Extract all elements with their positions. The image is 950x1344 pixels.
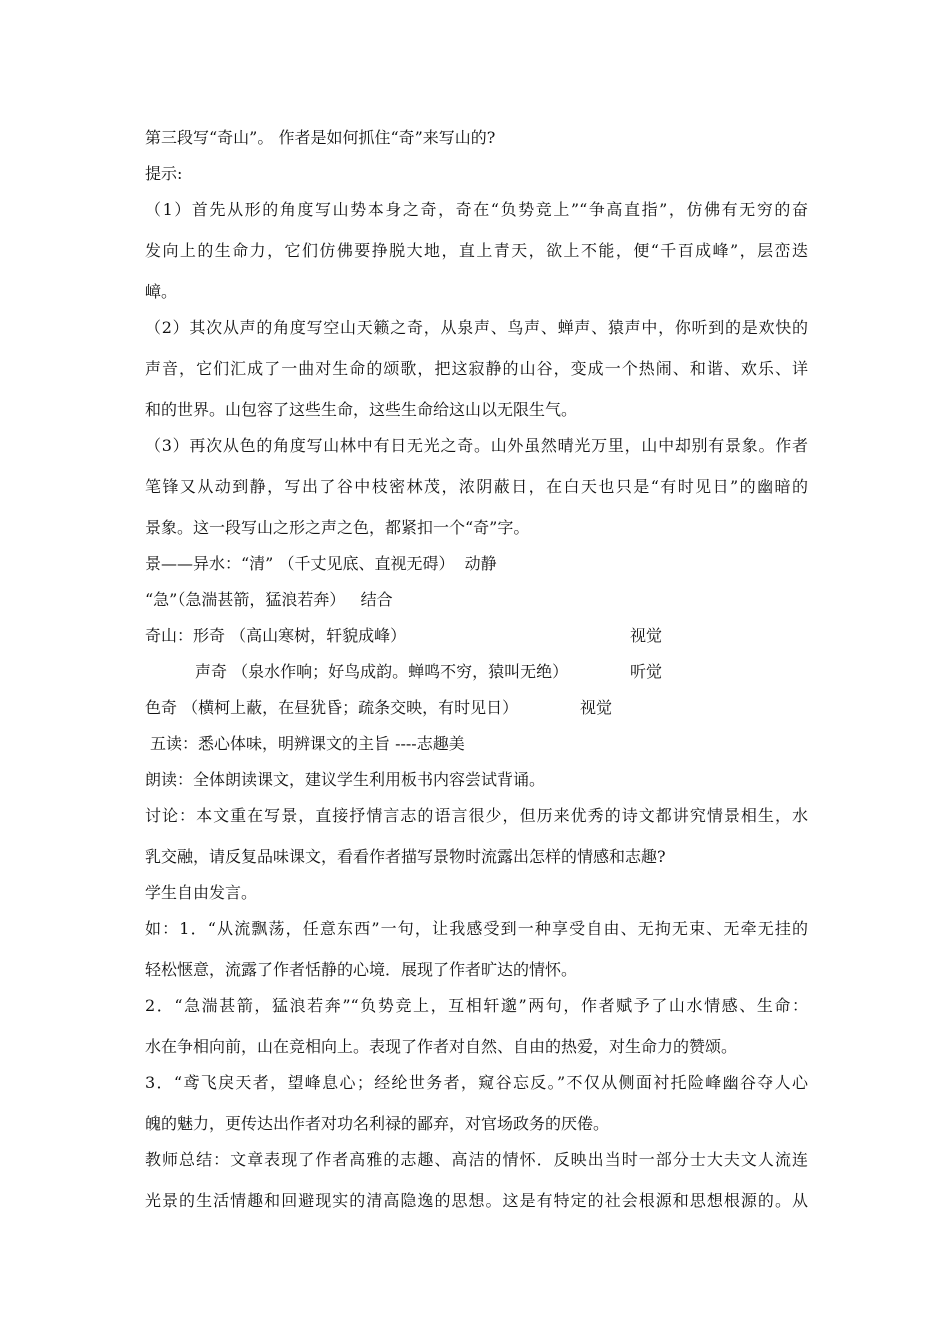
paragraph-line: 讨论：本文重在写景，直接抒情言志的语言很少，但历来优秀的诗文都讲究情景相生，水 — [145, 806, 808, 825]
paragraph-line: （2）其次从声的角度写空山天籁之奇，从泉声、鸟声、蝉声、猿声中，你听到的是欢快的 — [145, 318, 808, 337]
paragraph-line: 魄的魅力，更传达出作者对功名利禄的鄙弃，对官场政务的厌倦。 — [145, 1114, 610, 1133]
mountain-shape-sense: 视觉 — [630, 626, 663, 645]
paragraph-line: 朗读：全体朗读课文，建议学生利用板书内容尝试背诵。 — [145, 770, 546, 789]
paragraph-line: 发向上的生命力，它们仿佛要挣脱大地，直上青天，欲上不能，便“千百成峰”，层峦迭 — [145, 241, 808, 260]
mountain-color-sense: 视觉 — [580, 698, 613, 717]
scene-water-line: 景——异水：“清” （千丈见底、直视无碍） 动静 — [145, 554, 497, 573]
paragraph-line: 教师总结：文章表现了作者高雅的志趣、高洁的情怀．反映出当时一部分士大夫文人流连 — [145, 1150, 808, 1169]
section-heading: 五读：悉心体味，明辨课文的主旨 ----志趣美 — [150, 734, 465, 753]
paragraph-line: 轻松惬意，流露了作者恬静的心境．展现了作者旷达的情怀。 — [145, 960, 578, 979]
paragraph-line: 学生自由发言。 — [145, 883, 258, 902]
paragraph-line: 光景的生活情趣和回避现实的清高隐逸的思想。这是有特定的社会根源和思想根源的。从 — [145, 1191, 808, 1210]
paragraph-line: 3．“鸢飞戾天者，望峰息心；经纶世务者，窥谷忘反。”不仅从侧面衬托险峰幽谷夺人心 — [145, 1073, 808, 1092]
paragraph-line: 乳交融，请反复品味课文，看看作者描写景物时流露出怎样的情感和志趣? — [145, 847, 666, 866]
paragraph-line: 水在争相向前，山在竞相向上。表现了作者对自然、自由的热爱，对生命力的赞颂。 — [145, 1037, 738, 1056]
paragraph-line: 和的世界。山包容了这些生命，这些生命给这山以无限生气。 — [145, 400, 578, 419]
paragraph-line: 如：1．“从流飘荡，任意东西”一句，让我感受到一种享受自由、无拘无束、无牵无挂的 — [145, 919, 808, 938]
paragraph-line: 景象。这一段写山之形之声之色，都紧扣一个“奇”字。 — [145, 518, 530, 537]
paragraph-line: 声音，它们汇成了一曲对生命的颂歌，把这寂静的山谷，变成一个热闹、和谐、欢乐、详 — [145, 359, 808, 378]
mountain-sound-text: 声奇 （泉水作响；好鸟成韵。蝉鸣不穷，猿叫无绝） — [195, 662, 569, 681]
paragraph-line: 2．“急湍甚箭，猛浪若奔”“负势竞上，互相轩邈”两句，作者赋予了山水情感、生命： — [145, 996, 808, 1015]
section-question: 第三段写“奇山”。 作者是如何抓住“奇”来写山的? — [145, 128, 496, 147]
mountain-sound-sense: 听觉 — [630, 662, 663, 681]
hint-label: 提示: — [145, 164, 183, 183]
paragraph-line: （3）再次从色的角度写山林中有日无光之奇。山外虽然晴光万里，山中却别有景象。作者 — [145, 436, 808, 455]
paragraph-line: （1）首先从形的角度写山势本身之奇，奇在“负势竞上”“争高直指”，仿佛有无穷的奋 — [145, 200, 808, 219]
mountain-color-text: 色奇 （横柯上蔽，在昼犹昏；疏条交映，有时见日） — [145, 698, 519, 717]
mountain-shape-text: 奇山：形奇 （高山寒树，轩貌成峰） — [145, 626, 407, 645]
scene-water-line: “急”（急湍甚箭，猛浪若奔） 结合 — [145, 590, 393, 609]
paragraph-line: 嶂。 — [145, 282, 178, 301]
paragraph-line: 笔锋又从动到静，写出了谷中枝密林茂，浓阴蔽日，在白天也只是“有时见日”的幽暗的 — [145, 477, 808, 496]
